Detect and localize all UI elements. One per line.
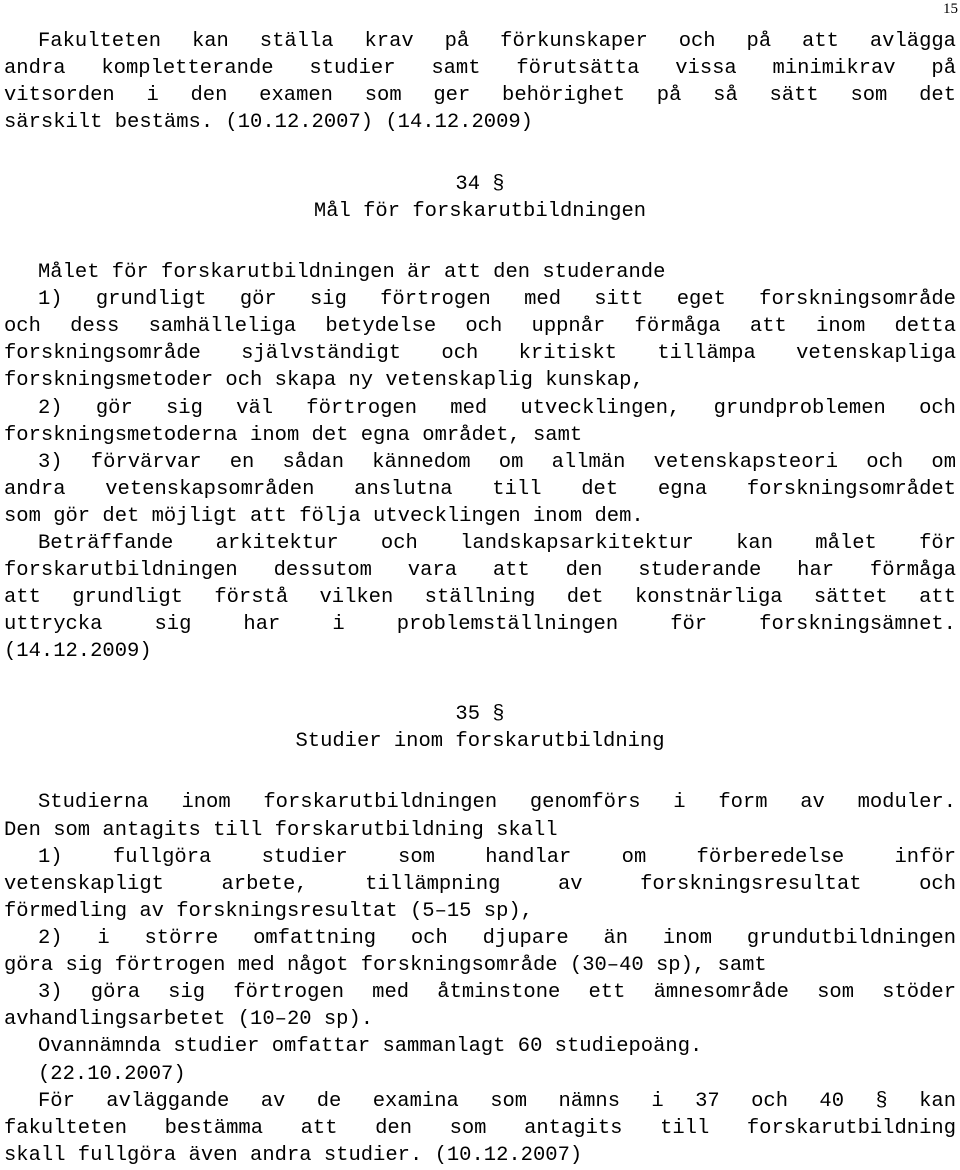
text-line: Studierna inom forskarutbildningen genomförs i form av moduler. <box>38 791 956 814</box>
text-line: 3) göra sig förtrogen med åtminstone ett ämnesområde som stöder <box>38 981 956 1004</box>
text-line: För avläggande av de examina som nämns i 37 och 40 § kan <box>38 1090 956 1113</box>
text-line: uttrycka sig har i problemställningen för forskningsämnet. <box>4 613 956 636</box>
text-line: Ovannämnda studier omfattar sammanlagt 60 studiepoäng. <box>38 1035 703 1058</box>
text-line: (22.10.2007) <box>38 1063 186 1086</box>
text-line: Fakulteten kan ställa krav på förkunskaper och på att avlägga <box>38 30 956 53</box>
text-line: att grundligt förstå vilken ställning det konstnärliga sättet att <box>4 586 956 609</box>
text-line: vetenskapligt arbete, tillämpning av forskningsresultat och <box>4 873 956 896</box>
text-line: 2) i större omfattning och djupare än inom grundutbildningen <box>38 927 956 950</box>
text-line: 2) gör sig väl förtrogen med utvecklingen, grundproblemen och <box>38 397 956 420</box>
section-heading-line: Studier inom forskarutbildning <box>295 730 665 753</box>
section-heading-line: 34 § <box>455 173 505 196</box>
text-line: och dess samhälleliga betydelse och uppnår förmåga att inom detta <box>4 315 956 338</box>
section-heading-line: 35 § <box>455 703 505 726</box>
text-line: (14.12.2009) <box>4 640 152 663</box>
text-line: forskningsområde självständigt och kritiskt tillämpa vetenskapliga <box>4 342 956 365</box>
text-line: särskilt bestäms. (10.12.2007) (14.12.2009) <box>4 111 533 134</box>
section-heading-line: Mål för forskarutbildningen <box>313 200 647 223</box>
text-line: Den som antagits till forskarutbildning skall <box>4 819 558 842</box>
text-line: fakulteten bestämma att den som antagits till forskarutbildning <box>4 1117 956 1140</box>
text-line: avhandlingsarbetet (10–20 sp). <box>4 1008 374 1031</box>
text-line: andra kompletterande studier samt förutsätta vissa minimikrav på <box>4 57 956 80</box>
text-line: göra sig förtrogen med något forskningsområde (30–40 sp), samt <box>4 954 767 977</box>
text-line: 1) fullgöra studier som handlar om förberedelse inför <box>38 846 956 869</box>
page-number: 15 <box>943 1 958 17</box>
text-line: forskarutbildningen dessutom vara att den studerande har förmåga <box>4 559 956 582</box>
text-line: Målet för forskarutbildningen är att den studerande <box>38 261 666 284</box>
text-line: forskningsmetoder och skapa ny vetenskaplig kunskap, <box>4 369 644 392</box>
text-line: 3) förvärvar en sådan kännedom om allmän vetenskapsteori och om <box>38 451 956 474</box>
text-line: andra vetenskapsområden anslutna till det egna forskningsområdet <box>4 478 956 501</box>
text-line: förmedling av forskningsresultat (5–15 sp), <box>4 900 533 923</box>
text-line: 1) grundligt gör sig förtrogen med sitt eget forskningsområde <box>38 288 956 311</box>
text-line: skall fullgöra även andra studier. (10.12.2007) <box>4 1144 583 1167</box>
text-line: som gör det möjligt att följa utvecklingen inom dem. <box>4 505 644 528</box>
text-line: Beträffande arkitektur och landskapsarkitektur kan målet för <box>38 532 956 555</box>
text-line: vitsorden i den examen som ger behörighet på så sätt som det <box>4 84 956 107</box>
text-line: forskningsmetoderna inom det egna området, samt <box>4 424 583 447</box>
